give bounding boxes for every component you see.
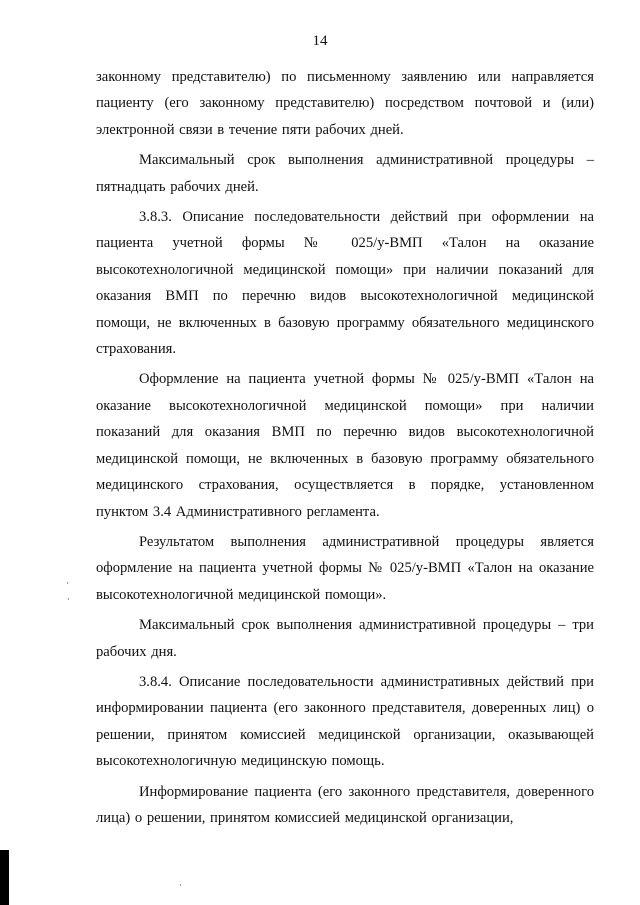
scan-speck — [180, 884, 181, 886]
paragraph-informing-patient: Информирование пациента (его законного представителя, доверенного лица) о решении, принятом комиссией медицинской организации, — [96, 783, 594, 826]
paragraph-max-term-15-days: Максимальный срок выполнения административной процедуры – пятнадцать рабочих дней. — [96, 152, 594, 195]
scan-edge-mark — [0, 850, 9, 905]
scan-speck — [67, 582, 68, 584]
paragraph-section-3-8-3: 3.8.3. Описание последовательности действий при оформлении на пациента учетной формы № 025/у-ВМП «Талон на оказание высокотехнологичной медицинской помощи» при наличии показаний для оказания ВМП по перечню видов высокотехнологичной медицинской помощи, не включенных в базовую программу обязательного медицинского страхования. — [96, 209, 594, 358]
document-body — [96, 64, 594, 835]
page-number: 14 — [312, 33, 328, 49]
paragraph-form-registration: Оформление на пациента учетной формы № 025/у-ВМП «Талон на оказание высокотехнологичной медицинской помощи» при наличии показаний для оказания ВМП по перечню видов высокотехнологичной медицинской помощи, не включенных в базовую программу обязательного медицинского страхования, осуществляется в порядке, установленном пунктом 3.4 Административного регламента. — [96, 371, 594, 520]
paragraph-procedure-result: Результатом выполнения административной процедуры является оформление на пациента учетной формы № 025/у-ВМП «Талон на оказание высокотехнологичной медицинской помощи». — [96, 533, 594, 603]
scan-speck — [68, 598, 69, 600]
paragraph-max-term-3-days: Максимальный срок выполнения административной процедуры – три рабочих дня. — [96, 617, 594, 660]
paragraph-continuation: законному представителю) по письменному заявлению или направляется пациенту (его законному представителю) посредством почтовой и (или) электронной связи в течение пяти рабочих дней. — [96, 69, 594, 138]
paragraph-section-3-8-4: 3.8.4. Описание последовательности административных действий при информировании пациента (его законного представителя, доверенных лиц) о решении, принятом комиссией медицинской организации, оказывающей высокотехнологичную медицинскую помощь. — [96, 673, 594, 770]
